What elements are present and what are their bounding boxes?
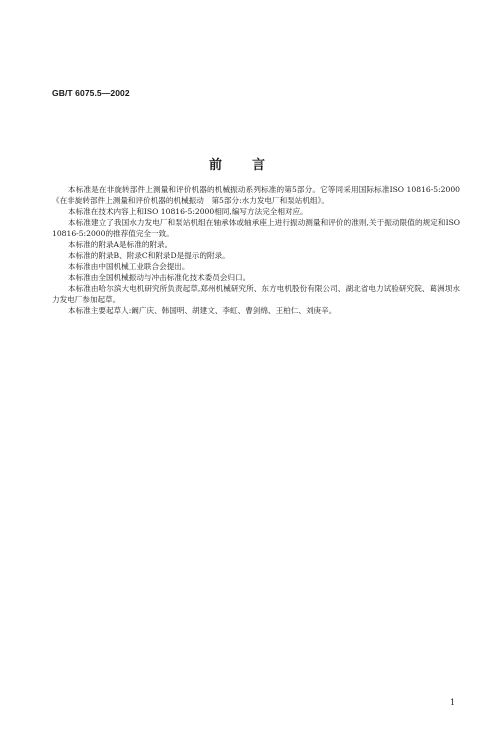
- paragraph-informative-annexes: 本标准的附录B、附录C和附录D是提示的附录。: [68, 251, 230, 260]
- page-title: 前言: [208, 158, 295, 173]
- foreword-body: [52, 184, 460, 316]
- paragraph-scope: 本标准是在非旋转部件上测量和评价机器的机械振动系列标准的第5部分。它等同采用国际标准ISO 10816-5:2000《在非旋转部件上测量和评价机器的机械振动 第5部分:水力发电厂和泵站机组》。: [52, 185, 460, 205]
- paragraph-proposed-by: 本标准由中国机械工业联合会提出。: [68, 262, 190, 271]
- paragraph-technical-equivalence: 本标准在技术内容上和ISO 10816-5:2000相同,编写方法完全相对应。: [68, 207, 308, 216]
- paragraph-normative-annex: 本标准的附录A是标准的附录。: [68, 240, 173, 249]
- paragraph-drafting-organizations: 本标准由哈尔滨大电机研究所负责起草,郑州机械研究所、东方电机股份有限公司、湖北省电力试验研究院、葛洲坝水力发电厂参加起草。: [52, 284, 460, 304]
- page-number: 1: [450, 698, 456, 707]
- standard-code: GB/T 6075.5—2002: [52, 88, 130, 98]
- paragraph-criteria: 本标准建立了我国水力发电厂和泵站机组在轴承体或轴承座上进行振动测量和评价的准则,关于振动限值的规定和ISO 10816-5:2000的推荐值完全一致。: [52, 218, 460, 238]
- paragraph-main-drafters: 本标准主要起草人:阚广庆、韩国明、胡建文、李虹、曹剑绵、王柏仁、刘庚辛。: [68, 306, 337, 315]
- paragraph-under-jurisdiction: 本标准由全国机械振动与冲击标准化技术委员会归口。: [68, 273, 251, 282]
